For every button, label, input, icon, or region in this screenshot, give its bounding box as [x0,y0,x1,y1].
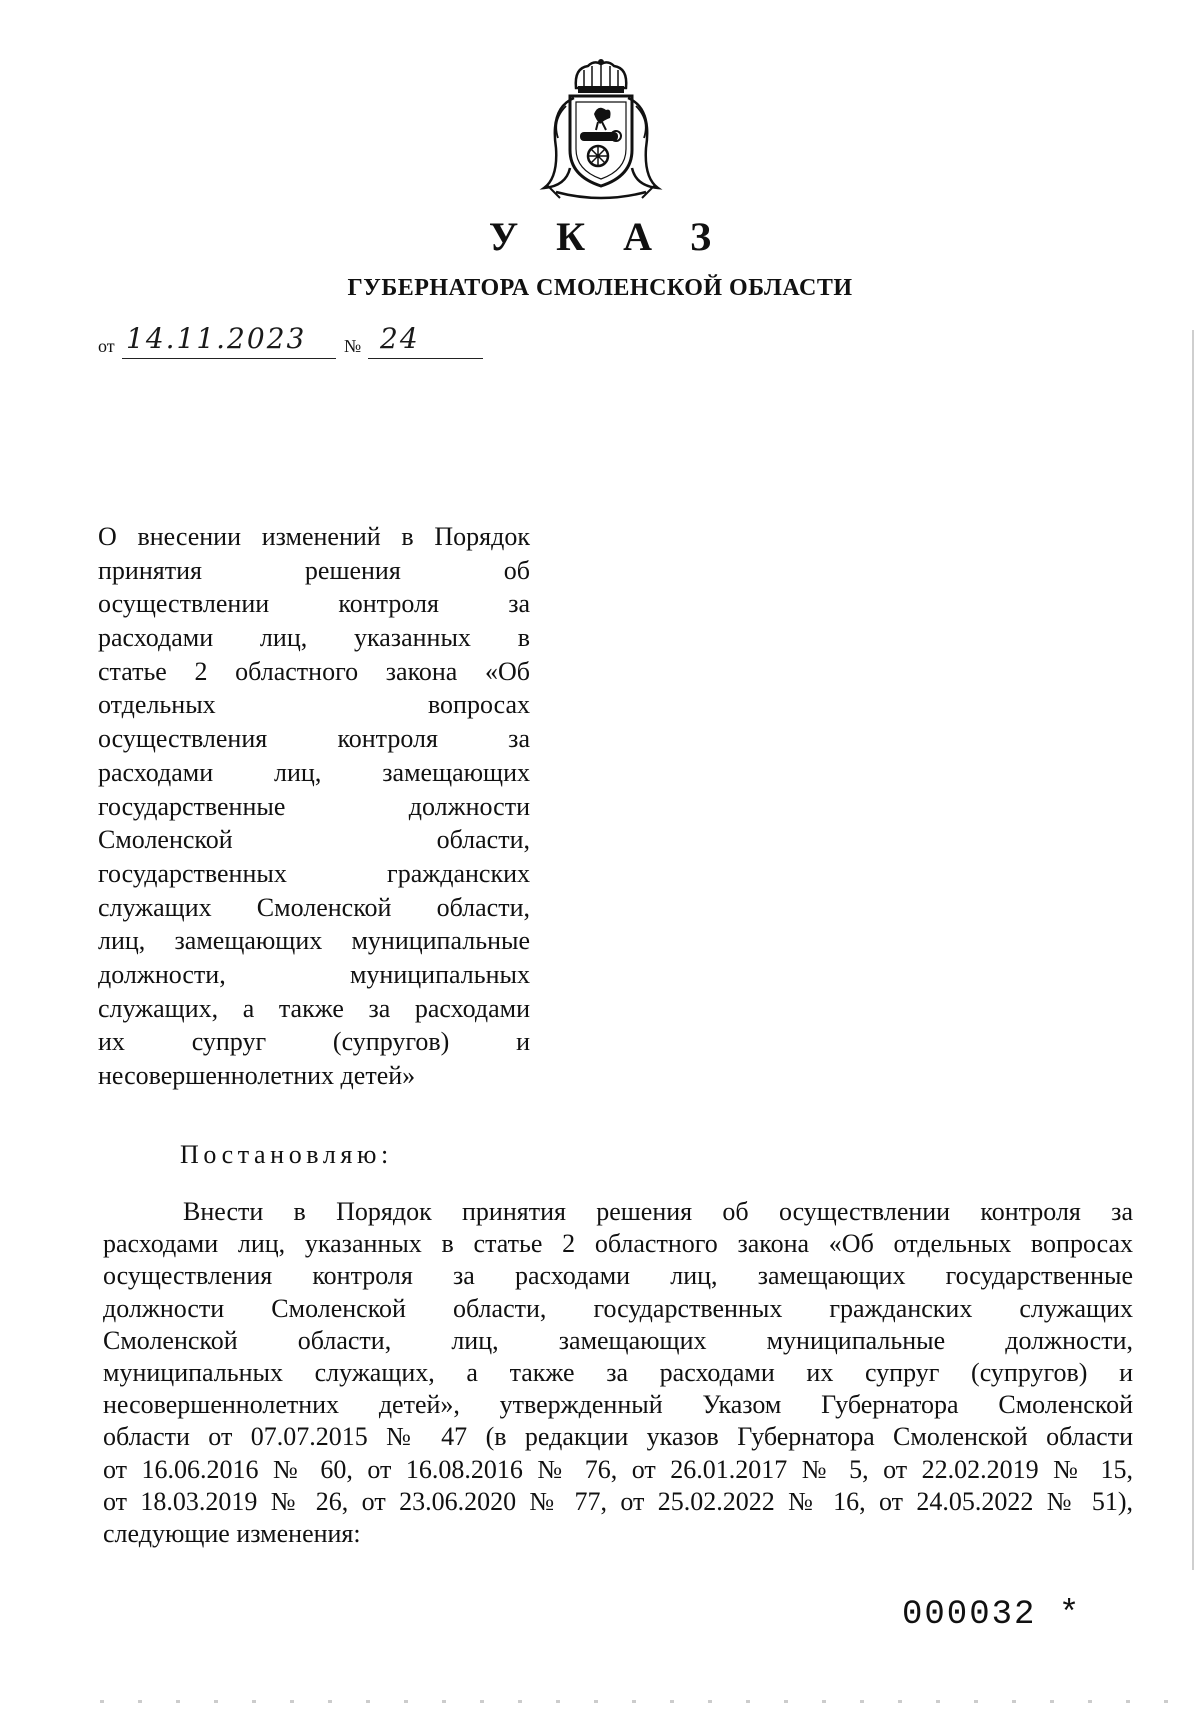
handwritten-number: 24 [380,322,420,355]
decree-body [103,1196,1133,1550]
body-line: муниципальных служащих, а также за расходами их супруг (супругов) и [103,1357,1133,1387]
date-underline [122,358,336,359]
body-line: от 16.06.2016 № 60, от 16.08.2016 № 76, от 26.01.2017 № 5, от 22.02.2019 № 15, [103,1454,1133,1484]
date-label: от [98,336,115,356]
subject-line: О внесении изменений в Порядок [98,522,530,551]
subject-line: должности, муниципальных [98,959,530,989]
body-line: осуществления контроля за расходами лиц, замещающих государственные [103,1261,1133,1291]
subject-line: расходами лиц, замещающих [98,757,530,787]
smolensk-coat-of-arms-icon [536,58,666,206]
body-line: области от 07.07.2015 № 47 (в редакции указов Губернатора Смоленской области [103,1422,1133,1452]
body-line: несовершеннолетних детей», утвержденный Указом Губернатора Смоленской [103,1390,1133,1420]
subject-line: статье 2 областного закона «Об [98,656,530,686]
subject-line: осуществлении контроля за [98,589,530,619]
number-label: № [344,336,362,356]
decree-subject [98,520,530,1093]
subject-line: Смоленской области, [98,825,530,855]
scan-artifact-line [100,1700,1180,1703]
date-number-row [98,322,538,359]
subject-line: служащих Смоленской области, [98,892,530,922]
subject-line: осуществления контроля за [98,724,530,754]
subject-line: принятия решения об [98,555,530,585]
handwritten-date: 14.11.2023 [126,322,307,355]
body-line: расходами лиц, указанных в статье 2 областного закона «Об отдельных вопросах [103,1229,1133,1259]
subject-line: лиц, замещающих муниципальные [98,926,530,956]
body-line: Внести в Порядок принятия решения об осуществлении контроля за [183,1197,1133,1226]
body-line: должности Смоленской области, государственных гражданских служащих [103,1293,1133,1323]
decree-word: Постановляю: [180,1140,393,1169]
body-line: следующие изменения: [103,1518,361,1548]
document-issuer: ГУБЕРНАТОРА СМОЛЕНСКОЙ ОБЛАСТИ [347,275,853,301]
document-title: У К А З [488,214,726,259]
body-line: от 18.03.2019 № 26, от 23.06.2020 № 77, от 25.02.2022 № 16, от 24.05.2022 № 51), [103,1486,1133,1516]
serial-number: 000032 * [902,1596,1082,1634]
number-underline [368,358,483,359]
subject-line: государственных гражданских [98,858,530,888]
subject-line: служащих, а также за расходами [98,993,530,1023]
scan-edge-line [1192,330,1194,1570]
subject-line: государственные должности [98,791,530,821]
body-line: Смоленской области, лиц, замещающих муниципальные должности, [103,1325,1133,1355]
subject-line: несовершеннолетних детей» [98,1061,416,1090]
subject-line: отдельных вопросах [98,690,530,720]
subject-line: расходами лиц, указанных в [98,623,530,653]
subject-line: их супруг (супругов) и [98,1027,530,1057]
